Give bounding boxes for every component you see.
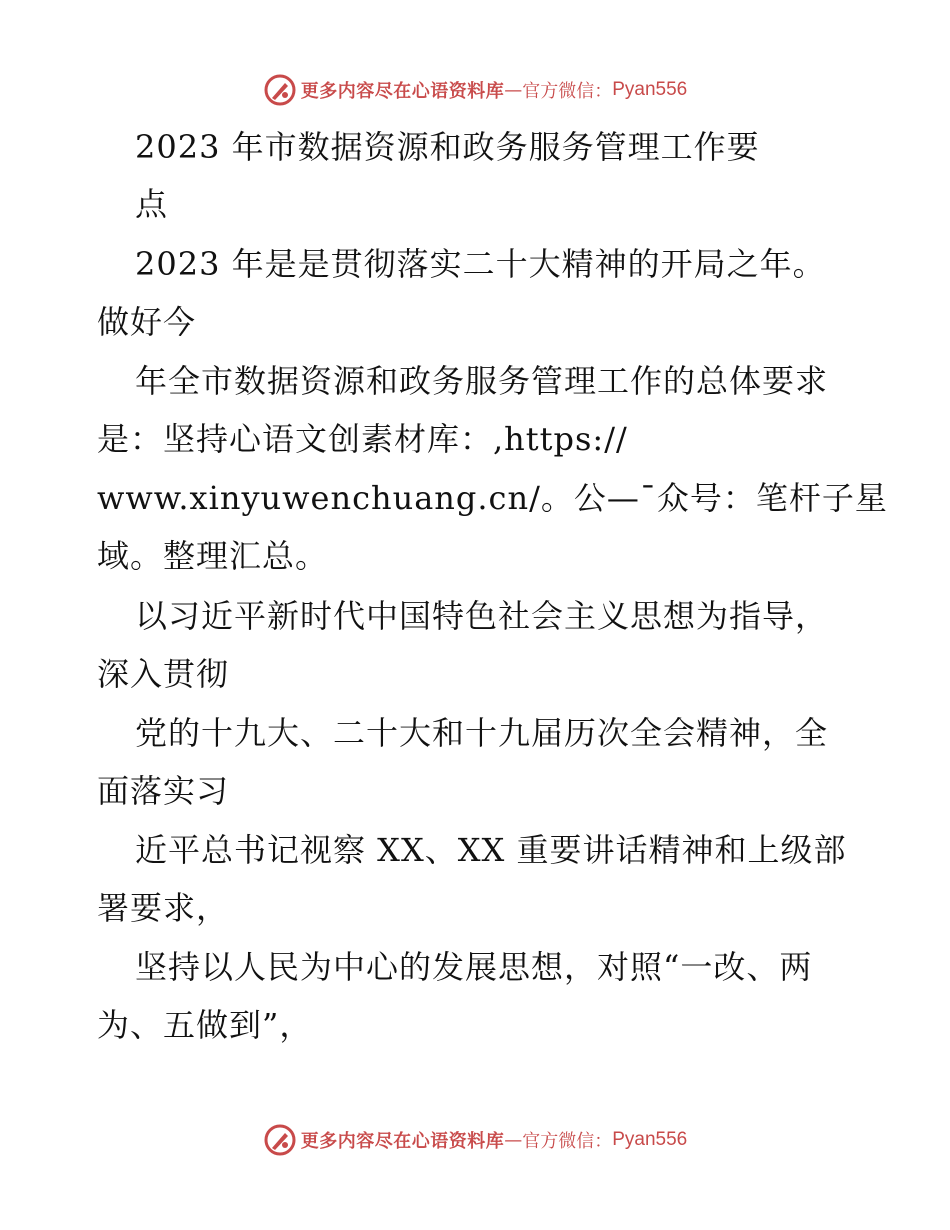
doc-line-10: 深入贯彻 <box>97 655 230 693</box>
doc-line-9: 以习近平新时代中国特色社会主义思想为指导， <box>135 597 829 635</box>
doc-line-13: 近平总书记视察 XX、XX 重要讲话精神和上级部 <box>135 831 847 869</box>
doc-line-5: 年全市数据资源和政务服务管理工作的总体要求 <box>135 362 829 400</box>
banner-wechat-label: 官方微信： <box>522 81 613 102</box>
banner-wechat-id: Pyan556 <box>612 79 688 100</box>
doc-line-16: 为、五做到”， <box>97 1006 313 1044</box>
doc-line-3: 2023 年是是贯彻落实二十大精神的开局之年。 <box>135 245 826 283</box>
pen-logo-icon <box>263 1123 297 1157</box>
doc-line-4: 做好今 <box>97 303 197 341</box>
doc-line-7: www.xinyuwenchuang.cn/。公—¯众号：笔杆子星 <box>97 479 888 517</box>
doc-line-12: 面落实习 <box>97 772 230 810</box>
footer-banner <box>0 1120 950 1160</box>
doc-line-14: 署要求， <box>97 889 230 927</box>
banner-dash: — <box>504 1129 523 1151</box>
header-banner <box>0 70 950 110</box>
banner-text: 更多内容尽在心语资料库 <box>300 81 505 102</box>
doc-line-1: 2023 年市数据资源和政务服务管理工作要 <box>135 128 760 166</box>
banner-wechat-label: 官方微信： <box>522 1131 613 1152</box>
doc-line-8: 域。整理汇总。 <box>97 537 329 575</box>
pen-logo-icon <box>263 73 297 107</box>
doc-line-11: 党的十九大、二十大和十九届历次全会精神，全 <box>135 714 829 752</box>
doc-line-2: 点 <box>135 185 169 223</box>
banner-wechat-id: Pyan556 <box>612 1129 688 1150</box>
doc-line-6: 是：坚持心语文创素材库：,https:// <box>97 420 628 458</box>
doc-line-15: 坚持以人民为中心的发展思想，对照“一改、两 <box>135 948 813 986</box>
banner-dash: — <box>504 79 523 101</box>
banner-text: 更多内容尽在心语资料库 <box>300 1131 505 1152</box>
